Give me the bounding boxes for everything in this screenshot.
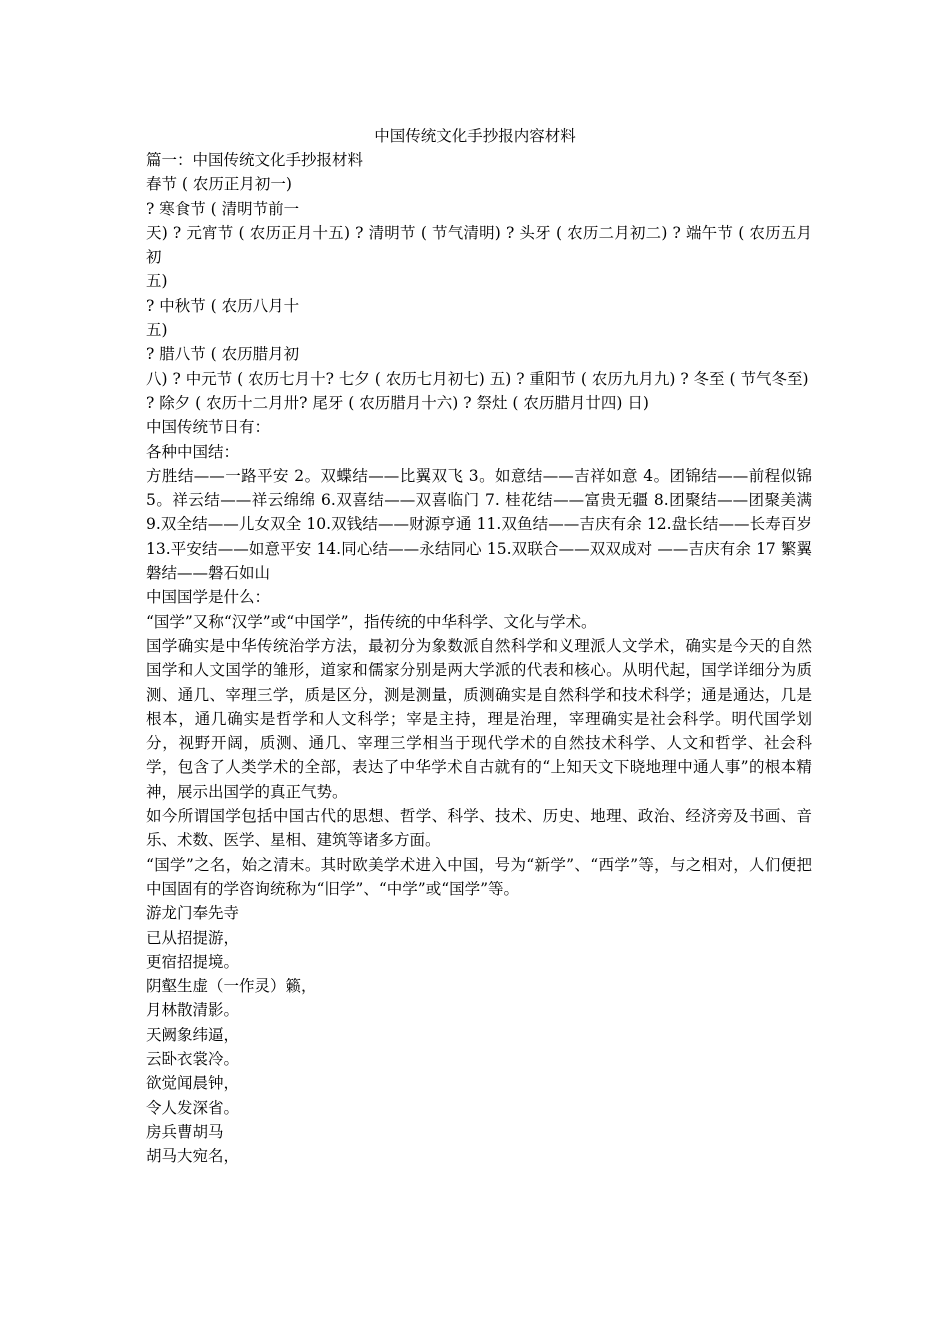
poem-line: 欲觉闻晨钟， <box>146 1074 240 1093</box>
poem-line: 云卧衣裳冷。 <box>146 1049 240 1068</box>
text-paragraph: 方胜结——一路平安 2。双蝶结——比翼双飞 3。如意结——吉祥如意 4。团锦结——前程似锦 5。祥云结——祥云绵绵 6.双喜结——双喜临门 7. 桂花结——富贵无疆 8.团聚结——团聚美满 9.双全结——儿女双全 10.双钱结——财源亨通 11.双鱼结——吉庆有余 12.盘长结——长寿百岁 13.平安结——如意平安 14.同心结——永结同心 15.双联合——双双成对 ——吉庆有余 17 繁翼磐结——磐石如山 <box>146 466 812 583</box>
text-paragraph: 八) ? 中元节 ( 农历七月十? 七夕 ( 农历七月初七) 五) ? 重阳节 ( 农历九月九) ? 冬至 ( 节气冬至) <box>146 369 809 388</box>
text-paragraph: “国学”之名，始之清末。其时欧美学术进入中国，号为“新学”、“西学”等，与之相对，人们便把中国固有的学咨询统称为“旧学”、“中学”或“国学”等。 <box>146 855 812 898</box>
poem-line: 更宿招提境。 <box>146 952 240 971</box>
text-line: 五) <box>146 321 168 340</box>
text-line: 篇一：中国传统文化手抄报材料 <box>146 151 364 169</box>
text-line: 中国传统节日有： <box>146 418 271 437</box>
text-paragraph: 国学确实是中华传统治学方法，最初分为象数派自然科学和义理派人文学术，确实是今天的自然国学和人文国学的雏形，道家和儒家分别是两大学派的代表和核心。从明代起，国学详细分为质测、通几、宰理三学，质是区分，测是测量，质测确实是自然科学和技术科学；通是通达，几是根本，通几确实是哲学和人文科学；宰是主持，理是治理，宰理确实是社会科学。明代国学划分，视野开阔，质测、通几、宰理三学相当于现代学术的自然技术科学、人文和哲学、社会科学，包含了人类学术的全部，表达了中华学术自古就有的“上知天文下晓地理中通人事”的根本精神，展示出国学的真正气势。 <box>146 636 812 801</box>
text-line: 春节 ( 农历正月初一) <box>146 175 292 194</box>
text-paragraph: 天) ? 元宵节 ( 农历正月十五) ? 清明节 ( 节气清明) ? 头牙 ( 农历二月初二) ? 端午节 ( 农历五月初 <box>146 223 812 267</box>
text-line: ? 腊八节 ( 农历腊月初 <box>146 345 300 364</box>
text-line: ? 寒食节 ( 清明节前一 <box>146 199 300 218</box>
poem-line: 胡马大宛名， <box>146 1147 240 1166</box>
poem-title: 房兵曹胡马 <box>146 1122 224 1141</box>
text-line: 中国国学是什么： <box>146 588 271 607</box>
poem-line: 已从招提游， <box>146 928 240 947</box>
poem-line: 阴壑生虚（一作灵）籁， <box>146 977 317 996</box>
text-line: 五) <box>146 272 168 291</box>
text-paragraph: 如今所谓国学包括中国古代的思想、哲学、科学、技术、历史、地理、政治、经济旁及书画、音乐、术数、医学、星相、建筑等诸多方面。 <box>146 807 812 850</box>
poem-title: 游龙门奉先寺 <box>146 904 240 923</box>
poem-line: 天阙象纬逼， <box>146 1025 240 1044</box>
text-paragraph: “国学”又称“汉学”或“中国学”，指传统的中华科学、文化与学术。 <box>146 612 597 631</box>
text-line: ? 除夕 ( 农历十二月卅? 尾牙 ( 农历腊月十六) ? 祭灶 ( 农历腊月廿四) 日) <box>146 393 649 412</box>
document-title: 中国传统文化手抄报内容材料 <box>374 127 576 145</box>
text-line: 各种中国结： <box>146 442 240 461</box>
poem-line: 月林散清影。 <box>146 1001 240 1020</box>
poem-line: 令人发深省。 <box>146 1098 240 1117</box>
document-body <box>146 148 812 1168</box>
text-line: ? 中秋节 ( 农历八月十 <box>146 296 300 315</box>
